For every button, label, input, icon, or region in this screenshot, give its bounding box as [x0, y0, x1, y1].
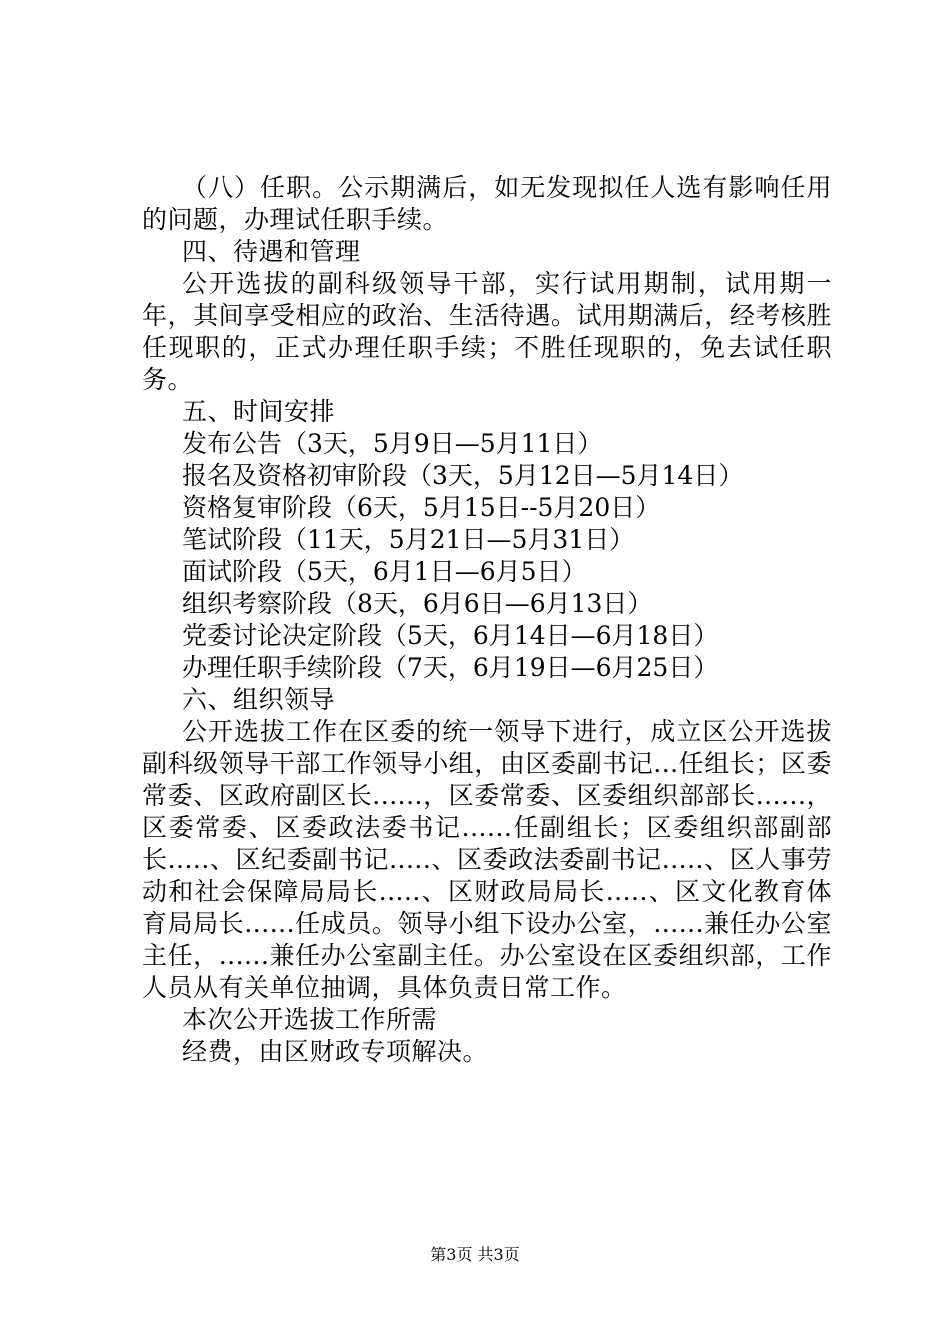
paragraph-leadership-group: 公开选拔工作在区委的统一领导下进行，成立区公开选拔副科级领导干部工作领导小组，由区委副书记...任组长；区委常委、区政府副区长......，区委常委、区委组织部部长......，区委常委、区委政法委书记......任副组长；区委组织部副部长.....、区纪委副书记.....、区委政法委副书记.....、区人事劳动和社会保障局局长.....、区财政局局长.....、区文化教育体育局局长......任成员。领导小组下设办公室，......兼任办公室主任，......兼任办公室副主任。办公室设在区委组织部，工作人员从有关单位抽调，具体负责日常工作。	[142, 717, 832, 1002]
page-number-footer: 第3页 共3页	[430, 1245, 520, 1264]
paragraph-funding-line1: 本次公开选拔工作所需	[182, 1005, 438, 1034]
schedule-item: 笔试阶段（11天，5月21日—5月31日）	[182, 525, 635, 554]
schedule-item: 面试阶段（5天，6月1日—6月5日）	[182, 557, 587, 586]
document-body	[142, 172, 832, 1068]
schedule-item: 发布公告（3天，5月9日—5月11日）	[182, 429, 603, 458]
schedule-item: 党委讨论决定阶段（5天，6月14日—6月18日）	[182, 621, 719, 650]
heading-treatment-management: 四、待遇和管理	[182, 237, 361, 266]
schedule-item: 报名及资格初审阶段（3天，5月12日—5月14日）	[182, 461, 744, 490]
paragraph-probation: 公开选拔的副科级领导干部，实行试用期制，试用期一年，其间享受相应的政治、生活待遇。试用期满后，经考核胜任现职的，正式办理任职手续；不胜任现职的，免去试任职务。	[142, 269, 832, 394]
schedule-item: 资格复审阶段（6天，5月15日--5月20日）	[182, 493, 661, 522]
heading-organization-leadership: 六、组织领导	[182, 685, 336, 714]
paragraph-appointment: （八）任职。公示期满后，如无发现拟任人选有影响任用的问题，办理试任职手续。	[142, 173, 832, 234]
heading-schedule: 五、时间安排	[182, 397, 336, 426]
schedule-item: 办理任职手续阶段（7天，6月19日—6月25日）	[182, 653, 719, 682]
schedule-list	[142, 428, 832, 684]
paragraph-funding-line2: 经费，由区财政专项解决。	[182, 1037, 489, 1066]
schedule-item: 组织考察阶段（8天，6月6日—6月13日）	[182, 589, 653, 618]
